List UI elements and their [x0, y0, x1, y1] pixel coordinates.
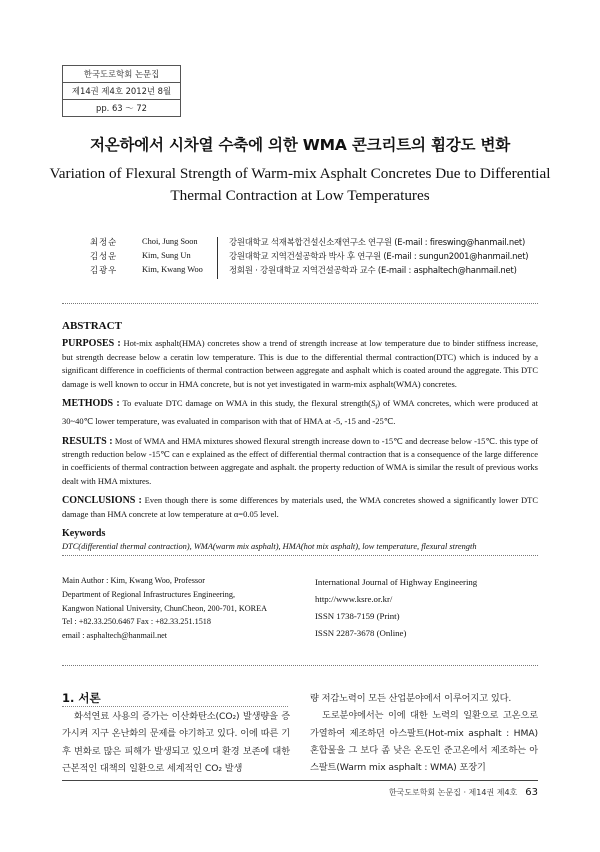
main-author-line: Department of Regional Infrastructures Engineering,: [62, 589, 236, 599]
journal-info-line: ISSN 1738-7159 (Print): [315, 611, 400, 621]
author-list: [90, 235, 528, 277]
methods-label: METHODS :: [62, 398, 120, 410]
section-title: 1. 서론: [62, 691, 101, 705]
body-paragraph: 도로분야에서는 이에 대한 노력의 일환으로 고온으로 가열하여 제조하던 아스팔트(Hot-mix asphalt : HMA) 혼합물을 그 보다 좀 낮은 온도인 준고온에서 제조하는 아스팔트(Warm mix asphalt : WMA) 포장기: [310, 710, 538, 774]
author-name-ko: 김성운: [90, 251, 118, 261]
author-name-ko: 김광우: [90, 265, 118, 275]
journal-pages: pp. 63 ～ 72: [63, 99, 180, 116]
body-paragraph: 량 저감노력이 모든 산업분야에서 이루어지고 있다.: [310, 693, 512, 704]
author-affiliation: 강원대학교 지역건설공학과 박사 후 연구원 (E-mail : sungun2001@hanmail.net): [229, 251, 529, 261]
journal-info-line: ISSN 2287-3678 (Online): [315, 628, 407, 638]
author-name-ko: 최정순: [90, 237, 118, 247]
journal-info-box: [62, 65, 181, 117]
methods-text-2: ) of WMA concretes, which were produced at 30~40℃ lower temperature, was evaluated in comparison with that of HMA at -5, -15 and -25℃.: [62, 398, 538, 427]
journal-info-line: http://www.ksre.or.kr/: [315, 594, 393, 604]
author-name-en: Kim, Kwang Woo: [142, 265, 203, 274]
keywords: [62, 527, 538, 554]
body-column-left: [62, 708, 290, 777]
divider-top: [62, 303, 538, 304]
title-english-line2: Thermal Contraction at Low Temperatures: [170, 187, 430, 204]
abstract: [62, 320, 538, 554]
abstract-purposes: [62, 337, 538, 391]
methods-symbol: S: [370, 398, 376, 409]
title-english-line1: Variation of Flexural Strength of Warm-mix Asphalt Concretes Due to Differential: [49, 165, 551, 182]
page-number: 63: [525, 787, 538, 798]
journal-info-line: International Journal of Highway Engineering: [315, 577, 478, 587]
author-affiliation: 강원대학교 석재복합건설신소재연구소 연구원 (E-mail : fireswing@hanmail.net): [229, 237, 526, 247]
journal-publication-info: [315, 574, 477, 642]
author-name-en: Kim, Sung Un: [142, 251, 191, 260]
page-footer: [300, 787, 538, 798]
divider-bottom: [62, 665, 538, 666]
results-text: Most of WMA and HMA mixtures showed flexural strength increase down to -15℃ and decrease below -15℃. this type of strength reduction below -15℃ can e explained as the effect of differential thermal contraction that is a consequence of the large difference in coefficients of thermal contraction between aggregate and asphalt. the property reduction of WMA is similar the result of previous works dealt with HMA mixtures.: [62, 435, 538, 486]
author-name-en: Choi, Jung Soon: [142, 237, 198, 246]
conclusions-label: CONCLUSIONS :: [62, 495, 142, 507]
main-author-line: Main Author : Kim, Kwang Woo, Professor: [62, 576, 205, 585]
journal-volume: 제14권 제4호 2012년 8월: [63, 82, 180, 99]
main-author-info: [62, 574, 267, 643]
title-english: [0, 163, 600, 207]
abstract-conclusions: [62, 494, 538, 521]
body-column-right: [310, 690, 538, 776]
section-title-underline: [62, 706, 288, 707]
purposes-text: Hot-mix asphalt(HMA) concretes show a trend of strength increase at low temperature due to binder stiffness increase, but strength decrease below a ceratin low temperature. This is due to the differential thermal contraction(DTC) which is induced by a significant difference in coefficients of thermal contraction between aggregate and asphalt which is coated around the aggregate. This DTC damage is well known to occur in HMA concrete, but is not yet investigated in warm-mix asphalt(WMA) concretes.: [62, 338, 539, 389]
author-row: [90, 249, 528, 263]
author-row: [90, 263, 528, 277]
methods-text: To evaluate DTC damage on WMA in this study, the flexural strength(: [119, 398, 371, 409]
author-row: [90, 235, 528, 249]
author-divider: [217, 237, 218, 279]
main-author-line: Tel : +82.33.250.6467 Fax : +82.33.251.1518: [62, 617, 211, 627]
conclusions-text: Even though there is some differences by materials used, the WMA concretes showed a significantly lower DTC damage than HMA concrete at low temperature at α=0.05 level.: [62, 495, 538, 519]
main-author-line: email : asphaltech@hanmail.net: [62, 631, 168, 641]
author-affiliation: 정회원 · 강원대학교 지역건설공학과 교수 (E-mail : asphaltech@hanmail.net): [229, 265, 517, 275]
results-label: RESULTS :: [62, 435, 113, 447]
keywords-text: DTC(differential thermal contraction), WMA(warm mix asphalt), HMA(hot mix asphalt), low temperature, flexural strength: [62, 542, 477, 552]
keywords-heading: Keywords: [62, 527, 106, 539]
footer-rule: [62, 780, 538, 781]
abstract-results: [62, 435, 538, 489]
title-korean: 저온하에서 시차열 수축에 의한 WMA 콘크리트의 휨강도 변화: [89, 136, 511, 154]
abstract-heading: ABSTRACT: [62, 320, 122, 332]
main-author-line: Kangwon National University, ChunCheon, 200-701, KOREA: [62, 603, 268, 613]
divider-middle: [62, 555, 538, 556]
abstract-methods: [62, 397, 538, 429]
body-paragraph: 화석연료 사용의 증가는 이산화탄소(CO₂) 발생량을 증가시켜 지구 온난화의 문제를 야기하고 있다. 이에 따른 기후 변화로 많은 피해가 발생되고 있으며 환경 보존에 대한 근본적인 대책의 일환으로 세계적인 CO₂ 발생: [62, 711, 290, 774]
methods-subscript: f: [375, 404, 378, 411]
journal-name: 한국도로학회 논문집: [83, 69, 160, 79]
footer-journal: 한국도로학회 논문집 · 제14권 제4호: [388, 788, 518, 797]
purposes-label: PURPOSES :: [62, 338, 121, 350]
